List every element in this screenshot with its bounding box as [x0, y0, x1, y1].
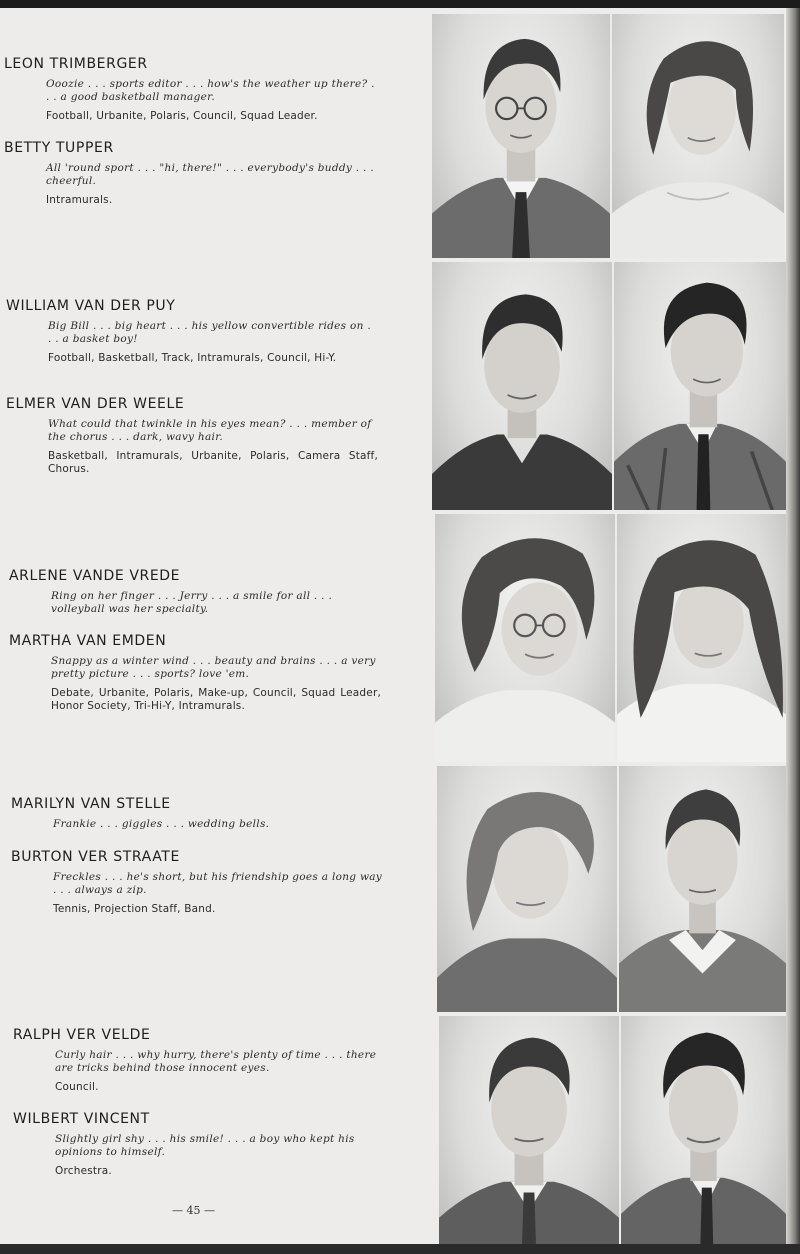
page-number: — 45 — [172, 1204, 215, 1217]
student-photo [612, 14, 784, 258]
student-name: BETTY TUPPER [4, 140, 114, 156]
book-gutter [786, 8, 800, 1248]
student-photo [432, 262, 612, 510]
student-quote: Ring on her finger . . . Jerry . . . a smile for all . . . volleyball was her specialty. [51, 590, 333, 615]
student-photo [439, 1016, 619, 1252]
student-entry [11, 796, 383, 831]
student-entry [6, 396, 378, 476]
student-activities: Football, Urbanite, Polaris, Council, Squad Leader. [46, 110, 318, 122]
student-name: LEON TRIMBERGER [4, 56, 148, 72]
student-activities: Football, Basketball, Track, Intramurals, Council, Hi-Y. [48, 352, 337, 364]
student-entry [11, 849, 383, 916]
student-name: ARLENE VANDE VREDE [9, 568, 181, 584]
student-name: WILBERT VINCENT [13, 1111, 150, 1127]
student-activities: Debate, Urbanite, Polaris, Make-up, Council, Squad Leader, Honor Society, Tri-Hi-Y, Intramurals. [51, 687, 381, 712]
student-entry [4, 56, 376, 123]
student-activities: Tennis, Projection Staff, Band. [53, 903, 216, 915]
student-photo [435, 514, 615, 762]
student-photo [437, 766, 617, 1012]
student-photo [614, 262, 786, 510]
student-quote: Curly hair . . . why hurry, there's plenty of time . . . there are tricks behind those innocent eyes. [55, 1049, 377, 1074]
student-quote: Big Bill . . . big heart . . . his yellow convertible rides on . . . a basket boy! [48, 320, 371, 345]
student-name: WILLIAM VAN DER PUY [6, 298, 176, 314]
student-name: MARTHA VAN EMDEN [9, 633, 167, 649]
student-activities: Intramurals. [46, 194, 113, 206]
student-activities: Council. [55, 1081, 99, 1093]
student-name: BURTON VER STRAATE [11, 849, 180, 865]
student-quote: Ooozie . . . sports editor . . . how's the weather up there? . . . a good basketball manager. [46, 78, 375, 103]
student-entry [13, 1027, 385, 1094]
student-entry [13, 1111, 385, 1178]
student-quote: Frankie . . . giggles . . . wedding bells. [53, 818, 270, 830]
student-quote: All 'round sport . . . "hi, there!" . . . everybody's buddy . . . cheerful. [46, 162, 374, 187]
student-quote: Slightly girl shy . . . his smile! . . . a boy who kept his opinions to himself. [55, 1133, 355, 1158]
page-edge [0, 1244, 800, 1254]
student-photo [621, 1016, 786, 1252]
yearbook-page [0, 8, 796, 1248]
student-entry [9, 633, 381, 713]
student-quote: Snappy as a winter wind . . . beauty and brains . . . a very pretty picture . . . sports? love 'em. [51, 655, 376, 680]
student-activities: Basketball, Intramurals, Urbanite, Polaris, Camera Staff, Chorus. [48, 450, 378, 475]
student-photo [432, 14, 610, 258]
student-photo [617, 514, 786, 762]
student-photo [619, 766, 786, 1012]
student-entry [6, 298, 378, 365]
student-activities: Orchestra. [55, 1165, 112, 1177]
student-name: MARILYN VAN STELLE [11, 796, 171, 812]
student-name: ELMER VAN DER WEELE [6, 396, 185, 412]
student-name: RALPH VER VELDE [13, 1027, 151, 1043]
student-quote: Freckles . . . he's short, but his friendship goes a long way . . . always a zip. [53, 871, 383, 896]
student-entry [4, 140, 376, 207]
student-entry [9, 568, 381, 616]
student-quote: What could that twinkle in his eyes mean? . . . member of the chorus . . . dark, wavy hair. [48, 418, 372, 443]
